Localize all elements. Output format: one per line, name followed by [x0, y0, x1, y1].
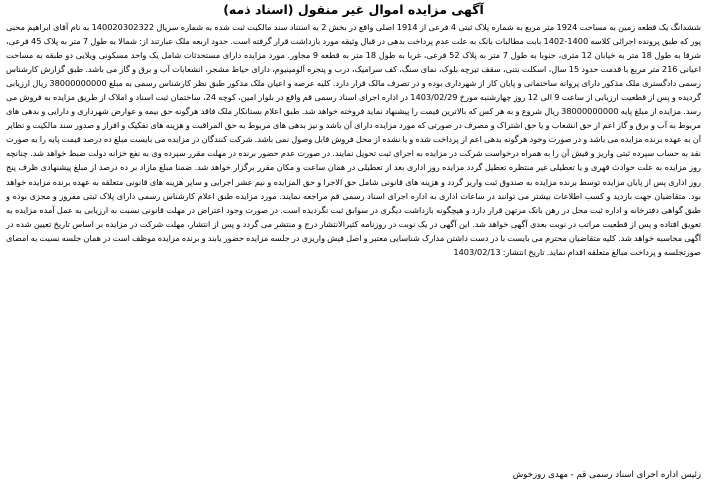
notice-signature: رئیس اداره اجرای اسناد رسمی قم - مهدی روزخوش	[512, 470, 701, 480]
notice-body: ششدانگ یک قطعه زمین به مساحت 1924 متر مربع به شماره پلاک ثبتی 4 فرعی از 1914 اصلی واقع در بخش 2 به استناد سند مالکیت ثبت شده به شماره سریال 140020302322 به نام آقای ابراهیم محبی پور که طبق پرونده اجرائی کلاسه 1400-1402 بابت مطالبات بانک به علت عدم پرداخت بدهی در قبال وثیقه مورد بازداشت قرار گرفته است. حدود اربعه ملک عبارتند از: شمالا به طول 7 متر به پلاک 45 فرعی، شرقا به طول 18 متر به خیابان 12 متری، جنوبا به طول 7 متر به پلاک 52 فرعی، غربا به طول 18 متر به قطعه 9 مجاور. مورد مزایده دارای مستحدثات شامل یک واحد مسکونی ویلایی دو طبقه به مساحت اعیانی 216 متر مربع با قدمت حدود 15 سال، اسکلت بتنی، سقف تیرچه بلوک، نمای سنگ، کف سرامیک، درب و پنجره آلومینیوم، دارای حیاط مشجر، انشعابات آب و برق و گاز می باشد. طبق گزارش کارشناس رسمی دادگستری ملک مذکور دارای پروانه ساختمانی و پایان کار از شهرداری بوده و در تصرف مالک قرار دارد. کلیه عرصه و اعیان ملک مذکور طبق نظر کارشناس رسمی به مبلغ 38000000000 ریال ارزیابی گردیده و پس از قطعیت ارزیابی از ساعت 9 الی 12 روز چهارشنبه مورخ 1403/02/29 در اداره اجرای اسناد رسمی قم واقع در بلوار امین، کوچه 24، ساختمان ثبت اسناد و املاک از طریق مزایده به فروش می رسد. مزایده از مبلغ پایه 38000000000 ریال شروع و به هر کس که بالاترین قیمت را پیشنهاد نماید فروخته خواهد شد. طبق اعلام بستانکار ملک فاقد هرگونه حق بیمه و عوارض شهرداری و دارایی و بدهی های مربوط به آب و برق و گاز اعم از حق انشعاب و یا حق اشتراک و مصرف در صورتی که مورد مزایده دارای آن باشد و نیز بدهی های مربوط به حق المراقبت و هزینه های تفکیک و افراز و صدور سند مالکیت و نظایر آن به عهده برنده مزایده می باشد و در صورت وجود هرگونه بدهی اعم از پرداخت شده و یا نشده از محل فروش قابل وصول نمی باشد. شرکت کنندگان در مزایده می بایست مبلغ ده درصد قیمت پایه را به صورت نقد به حساب سپرده ثبتی واریز و فیش آن را به همراه درخواست شرکت در مزایده به اجرای ثبت تحویل نمایند. در صورت عدم حضور برنده در مهلت مقرر سپرده وی به نفع خزانه دولت ضبط خواهد شد. چنانچه روز مزایده به علت حوادث قهری و یا تعطیلی غیر منتظره تعطیل گردد مزایده روز اداری بعد از تعطیلی در همان ساعت و مکان مقرر برگزار خواهد شد. ضمنا مبلغ مازاد بر ده درصد از مبلغ پیشنهادی ظرف پنج روز اداری پس از پایان مزایده توسط برنده مزایده به صندوق ثبت واریز گردد و هزینه های قانونی شامل حق الاجرا و حق المزایده و نیم عشر اجرایی و سایر هزینه های قانونی متعلقه به عهده برنده مزایده خواهد بود. متقاضیان جهت بازدید و کسب اطلاعات بیشتر می توانند در ساعات اداری به اداره اجرای اسناد رسمی قم مراجعه نمایند. مورد مزایده طبق اعلام کارشناس رسمی دارای پلاک ثبتی مفروز و مجزی بوده و طبق گواهی دفترخانه و اداره ثبت محل در رهن بانک مرتهن قرار دارد و هیچگونه بازداشت دیگری در سوابق ثبت نگردیده است. در صورت وجود اعتراض در مهلت قانونی نسبت به ارزیابی به عمل آمده مزایده به تعویق افتاده و پس از قطعیت مراتب در نوبت بعدی آگهی خواهد شد. این آگهی در یک نوبت در روزنامه کثیرالانتشار درج و منتشر می گردد و پس از انتشار، مهلت شرکت در مزایده بر اساس تاریخ تعیین شده در آگهی محاسبه خواهد شد. کلیه متقاضیان محترم می بایست با در دست داشتن مدارک شناسایی معتبر و اصل فیش واریزی در جلسه مزایده حضور یابند و برنده مزایده موظف است در همان جلسه نسبت به امضای صورتجلسه و پرداخت مبالغ متعلقه اقدام نماید. تاریخ انتشار: 1403/02/13	[6, 22, 701, 257]
notice-title: آگهی مزایده اموال غیر منقول (اسناد ذمه)	[223, 2, 484, 17]
